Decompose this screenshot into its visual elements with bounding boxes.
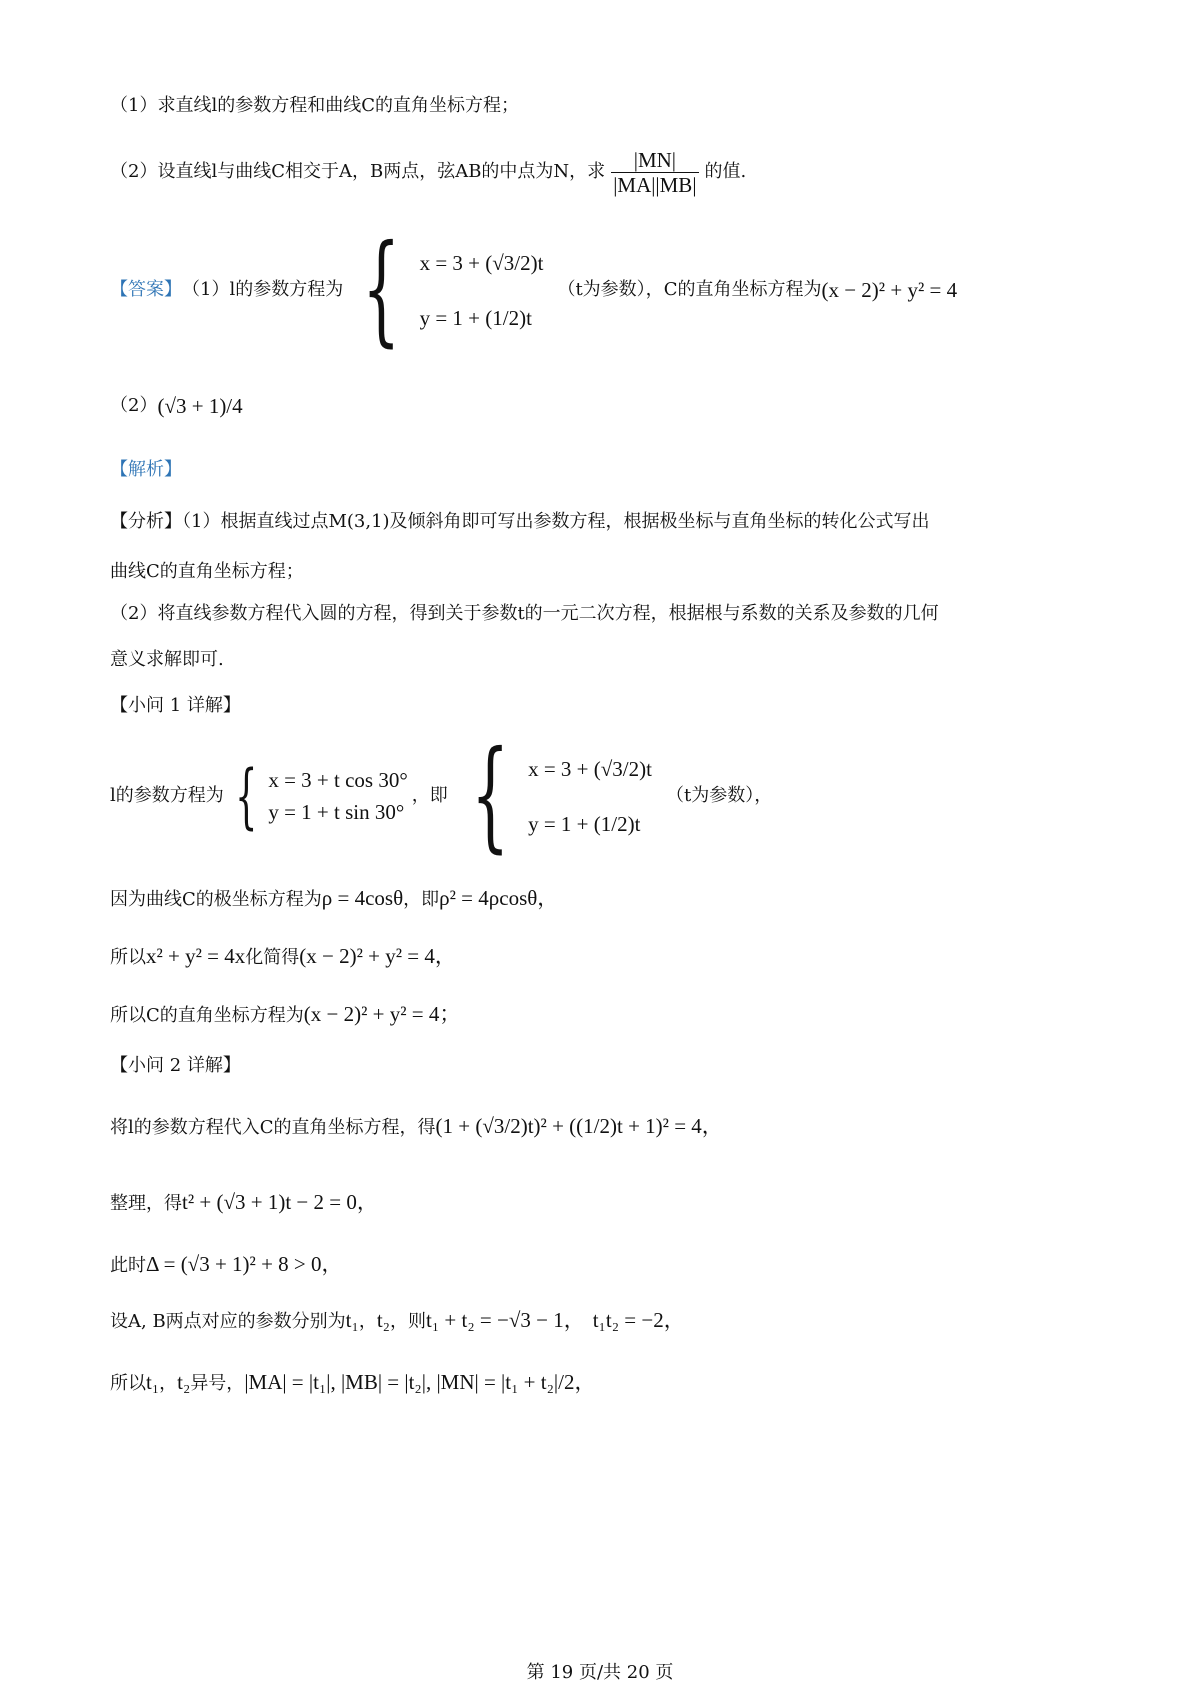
detail2-sign-t2: t₂ — [177, 1370, 191, 1394]
detail2-sign-prefix: 所以 — [110, 1373, 146, 1394]
detail1-sys2-y: y = 1 + (1/2)t — [528, 811, 641, 836]
answer-part1-prefix: （1）l的参数方程为 — [182, 279, 344, 300]
detail2-then: ，则 — [389, 1311, 426, 1332]
detail2-sub-eq: (1 + (√3/2)t)² + ((1/2)t + 1)² = 4， — [435, 1114, 723, 1138]
answer-sys-x: x = 3 + (√3/2)t — [419, 250, 544, 275]
analysis-label: 【解析】 — [110, 459, 182, 480]
detail2-sub-line — [110, 1112, 723, 1142]
detail1-param-note: （t为参数）， — [665, 785, 773, 806]
detail2-params-line: 设A, B两点对应的参数分别为t₁，t₂，则t₁ + t₂ = −√3 − 1， t₁t₂ = −2， — [110, 1308, 685, 1332]
answer-param-note: （t为参数）， — [557, 279, 664, 300]
detail2-tidy-eq: t² + (√3 + 1)t − 2 = 0， — [182, 1190, 378, 1214]
detail2-tidy-line — [110, 1188, 378, 1218]
question-2-frac-den: |MA||MB| — [613, 172, 697, 197]
detail2-sign-line: 所以t₁，t₂异号，|MA| = |t₁|, |MB| = |t₂|, |MN| = |t₁ + t₂|/2， — [110, 1370, 596, 1394]
detail2-prod-eq: t₁t₂ = −2， — [592, 1308, 685, 1332]
detail1-sys1-x: x = 3 + t cos 30° — [268, 768, 408, 792]
detail1-xy-prefix: 所以 — [110, 947, 146, 968]
answer-part-2 — [110, 378, 243, 434]
page-footer: 第 19 页/共 20 页 — [526, 1662, 674, 1683]
detail1-sys1-y: y = 1 + t sin 30° — [268, 800, 405, 824]
detail2-delta-eq: Δ = (√3 + 1)² + 8 > 0， — [146, 1252, 343, 1276]
detail2-t2: t₂ — [376, 1308, 390, 1332]
question-1 — [110, 92, 519, 120]
detail1-polar-ji: ，即 — [403, 889, 440, 910]
brace-icon: { — [362, 220, 401, 359]
detail1-xy-eq: x² + y² = 4x — [146, 944, 246, 968]
question-2-fraction — [611, 148, 698, 197]
detail1-ji: ，即 — [411, 785, 448, 806]
detail-2-heading: 【小问 2 详解】 — [110, 1055, 241, 1076]
fenxi-line-4: 意义求解即可. — [110, 649, 224, 670]
detail2-sub-prefix: 将l的参数方程代入C的直角坐标方程，得 — [110, 1117, 436, 1138]
question-2-before: （2）设直线l与曲线C相交于A，B两点，弦AB的中点为N，求 — [110, 161, 606, 182]
detail1-polar-eq: ρ = 4cosθ — [321, 886, 404, 910]
detail2-abs-eq: |MA| = |t₁|, |MB| = |t₂|, |MN| = |t₁ + t₂|/2， — [244, 1370, 596, 1394]
answer-sys-y: y = 1 + (1/2)t — [419, 305, 532, 330]
detail1-l-prefix: l的参数方程为 — [110, 785, 224, 806]
detail1-polar-eq2: ρ² = 4ρcosθ， — [439, 886, 559, 910]
detail1-c-eq: (x − 2)² + y² = 4； — [303, 1002, 461, 1026]
detail2-sum-eq: t₁ + t₂ = −√3 − 1， — [425, 1308, 585, 1332]
detail2-sign-mid: 异号， — [190, 1373, 245, 1394]
brace-icon: { — [234, 755, 258, 837]
answer-curve-prefix: C的直角坐标方程为 — [663, 279, 822, 300]
detail1-c-prefix: 所以C的直角坐标方程为 — [110, 1005, 304, 1026]
answer-part2-value: (√3 + 1)/4 — [157, 394, 243, 418]
detail1-xy-line — [110, 942, 456, 972]
detail1-c-line — [110, 1000, 460, 1030]
fenxi-line-2: 曲线C的直角坐标方程； — [110, 561, 304, 582]
detail2-delta-line — [110, 1250, 343, 1280]
question-2-after: 的值. — [704, 161, 747, 182]
detail-1-heading: 【小问 1 详解】 — [110, 695, 241, 716]
answer-label: 【答案】 — [110, 279, 182, 300]
answer-part-1 — [110, 220, 958, 359]
detail2-sign-t1: t₁ — [146, 1370, 160, 1394]
detail1-system-2 — [452, 726, 652, 865]
fenxi-line-1 — [110, 508, 930, 536]
fenxi-text-1: （1）根据直线过点M(3,1)及倾斜角即可写出参数方程，根据极坐标与直角坐标的转化公式写出 — [182, 511, 930, 532]
detail1-polar-prefix: 因为曲线C的极坐标方程为 — [110, 889, 322, 910]
detail1-xy-mid: 化简得 — [245, 947, 300, 968]
brace-icon: { — [470, 726, 510, 865]
fenxi-label: 【分析】 — [110, 511, 182, 532]
detail2-params-prefix: 设A, B两点对应的参数分别为 — [110, 1311, 346, 1332]
detail1-system-1 — [224, 755, 408, 837]
fenxi-line-3: （2）将直线参数方程代入圆的方程，得到关于参数t的一元二次方程，根据根与系数的关系及参数的几何 — [110, 603, 939, 624]
detail1-polar-line — [110, 884, 558, 914]
detail-1-system-line — [110, 726, 773, 865]
answer-curve-eq: (x − 2)² + y² = 4 — [821, 278, 958, 302]
question-2 — [110, 140, 746, 204]
detail2-tidy-prefix: 整理，得 — [110, 1193, 182, 1214]
detail2-delta-prefix: 此时 — [110, 1255, 146, 1276]
detail1-sys2-x: x = 3 + (√3/2)t — [528, 756, 652, 781]
answer-part2-prefix: （2） — [110, 395, 158, 416]
detail2-t1: t₁ — [345, 1308, 359, 1332]
answer-line-system — [343, 220, 544, 359]
detail1-xy-eq2: (x − 2)² + y² = 4， — [299, 944, 456, 968]
question-2-frac-num: |MN| — [611, 148, 698, 173]
question-1-text: （1）求直线l的参数方程和曲线C的直角坐标方程； — [110, 95, 519, 116]
